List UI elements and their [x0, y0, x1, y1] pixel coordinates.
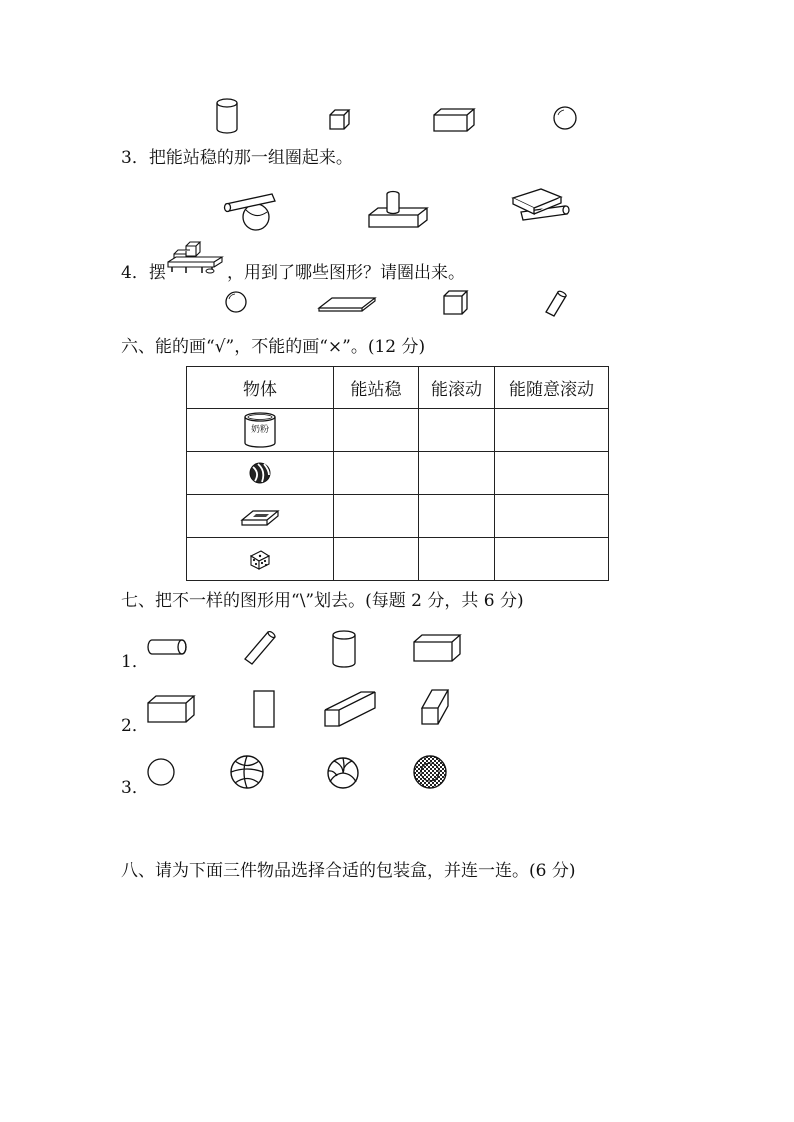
long-cuboid-icon[interactable]: [324, 690, 376, 728]
cuboid-odd-one-icon[interactable]: [413, 634, 461, 662]
cylinder-on-cuboid-group-icon[interactable]: [368, 190, 428, 230]
volleyball-outline-icon[interactable]: [326, 756, 360, 790]
upright-cylinder-icon[interactable]: [331, 630, 357, 668]
answer-cell[interactable]: [334, 452, 419, 495]
answer-cell[interactable]: [419, 495, 495, 538]
horizontal-cylinder-icon[interactable]: [147, 638, 187, 656]
table-row: [187, 538, 609, 581]
cylinder-icon: [215, 98, 239, 134]
object-cell: [187, 495, 334, 538]
question-4-prefix: 4．摆: [121, 263, 166, 283]
answer-cell[interactable]: [419, 409, 495, 452]
answer-cell[interactable]: [419, 538, 495, 581]
section-7-item-2-number: 2．: [121, 716, 149, 736]
answer-cell[interactable]: [334, 409, 419, 452]
section-7-title: 七、把不一样的图形用“\”划去。(每题 2 分，共 6 分): [121, 591, 524, 611]
table-row: [187, 452, 609, 495]
section-7-item-1-number: 1．: [121, 652, 149, 672]
object-cell: [187, 452, 334, 495]
dice-icon: [249, 548, 271, 570]
header-can-roll-freely: 能随意滚动: [495, 367, 609, 409]
question-4-suffix: ，用到了哪些图形？请圈出来。: [227, 263, 465, 283]
answer-cell[interactable]: [495, 495, 609, 538]
cylinder-on-ball-group-icon[interactable]: [222, 190, 278, 234]
object-cell: [187, 538, 334, 581]
cube-choice-icon[interactable]: [443, 290, 469, 316]
answer-cell[interactable]: [495, 452, 609, 495]
flat-cuboid-icon[interactable]: [147, 695, 195, 723]
table-row: [187, 409, 609, 452]
ball-icon: [249, 462, 271, 484]
object-cell: [187, 409, 334, 452]
sphere-choice-icon[interactable]: [225, 291, 247, 313]
tilted-rod-icon[interactable]: [243, 630, 277, 666]
cuboid-icon: [433, 108, 475, 132]
cuboid-on-cylinder-group-icon[interactable]: [511, 186, 571, 226]
header-can-roll: 能滚动: [419, 367, 495, 409]
question-3-text: 3．把能站稳的那一组圈起来。: [121, 148, 353, 168]
answer-cell[interactable]: [495, 409, 609, 452]
circle-icon[interactable]: [147, 758, 175, 786]
answer-cell[interactable]: [495, 538, 609, 581]
table-row: [187, 495, 609, 538]
sphere-icon: [553, 106, 577, 130]
answer-cell[interactable]: [334, 495, 419, 538]
section-7-item-3-number: 3．: [121, 778, 149, 798]
section-6-title: 六、能的画“√”，不能的画“×”。(12 分): [121, 337, 426, 357]
small-cube-icon: [329, 109, 351, 131]
answer-cell[interactable]: [419, 452, 495, 495]
volleyball-icon[interactable]: [229, 754, 265, 790]
milk-powder-can-icon: [243, 412, 277, 448]
object-property-table: [186, 366, 609, 581]
rectangle-icon[interactable]: [253, 690, 275, 728]
milk-powder-label: 奶粉: [250, 425, 269, 435]
header-can-stand: 能站稳: [334, 367, 419, 409]
cuboid-box-icon: [241, 505, 279, 527]
toy-cart-icon: [166, 240, 226, 276]
answer-cell[interactable]: [334, 538, 419, 581]
section-8-title: 八、请为下面三件物品选择合适的包装盒，并连一连。(6 分): [121, 861, 576, 881]
cylinder-choice-icon[interactable]: [544, 289, 568, 317]
flat-board-choice-icon[interactable]: [318, 296, 376, 312]
standing-cuboid-icon[interactable]: [420, 688, 450, 726]
checkered-ball-icon[interactable]: [412, 754, 448, 790]
header-object: 物体: [187, 367, 334, 409]
